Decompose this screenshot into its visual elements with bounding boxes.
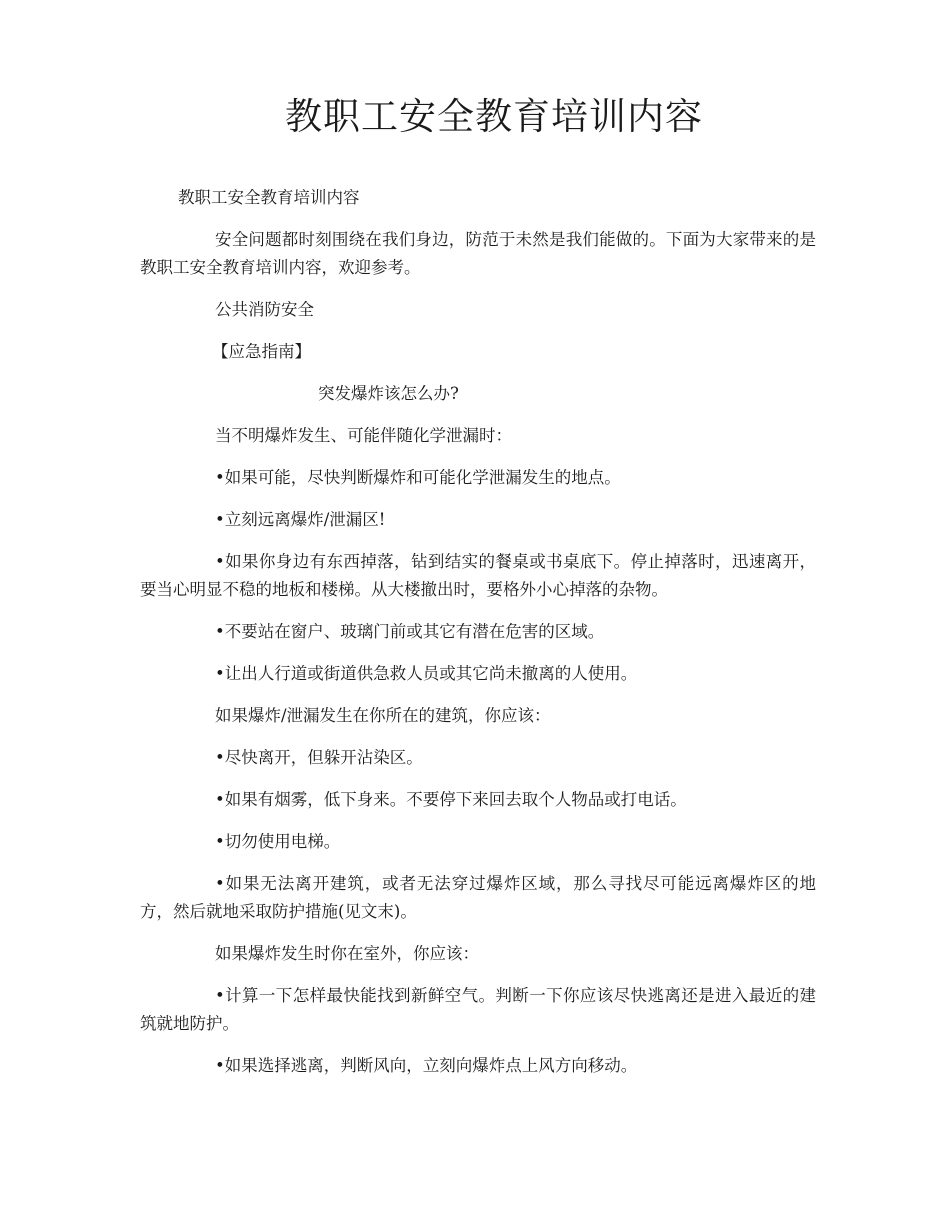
- paragraph: 如果爆炸/泄漏发生在你所在的建筑，你应该：: [215, 706, 551, 725]
- bullet-item: •尽快离开，但躲开沾染区。: [215, 748, 423, 767]
- bullet-item: •如果无法离开建筑，或者无法穿过爆炸区域，那么寻找尽可能远离爆炸区的地方，然后就地采取防护措施(见文末)。: [140, 874, 816, 921]
- bullet-item: •如果选择逃离，判断风向，立刻向爆炸点上风方向移动。: [215, 1056, 638, 1075]
- explosion-question-heading: 突发爆炸该怎么办?: [318, 384, 459, 403]
- section-heading: 公共消防安全: [215, 300, 314, 319]
- intro-paragraph: 安全问题都时刻围绕在我们身边，防范于未然是我们能做的。下面为大家带来的是教职工安全教育培训内容，欢迎参考。: [140, 230, 816, 277]
- paragraph: 如果爆炸发生时你在室外，你应该：: [215, 944, 479, 963]
- emergency-guide-heading: 【应急指南】: [212, 342, 311, 361]
- bullet-item: •如果可能，尽快判断爆炸和可能化学泄漏发生的地点。: [215, 468, 621, 487]
- bullet-item: •如果你身边有东西掉落，钻到结实的餐桌或书桌底下。停止掉落时，迅速离开，要当心明显不稳的地板和楼梯。从大楼撤出时，要格外小心掉落的杂物。: [140, 552, 816, 599]
- paragraph: 当不明爆炸发生、可能伴随化学泄漏时：: [215, 426, 512, 445]
- subtitle-paragraph: 教职工安全教育培训内容: [178, 188, 360, 207]
- document-title: 教职工安全教育培训内容: [285, 95, 703, 138]
- document-body: [140, 184, 816, 1094]
- bullet-item: •切勿使用电梯。: [215, 832, 341, 851]
- bullet-item: •计算一下怎样最快能找到新鲜空气。判断一下你应该尽快逃离还是进入最近的建筑就地防护。: [140, 986, 816, 1033]
- bullet-item: •立刻远离爆炸/泄漏区!: [215, 510, 386, 529]
- bullet-item: •如果有烟雾，低下身来。不要停下来回去取个人物品或打电话。: [215, 790, 687, 809]
- bullet-item: •不要站在窗户、玻璃门前或其它有潜在危害的区域。: [215, 622, 605, 641]
- bullet-item: •让出人行道或街道供急救人员或其它尚未撤离的人使用。: [215, 664, 638, 683]
